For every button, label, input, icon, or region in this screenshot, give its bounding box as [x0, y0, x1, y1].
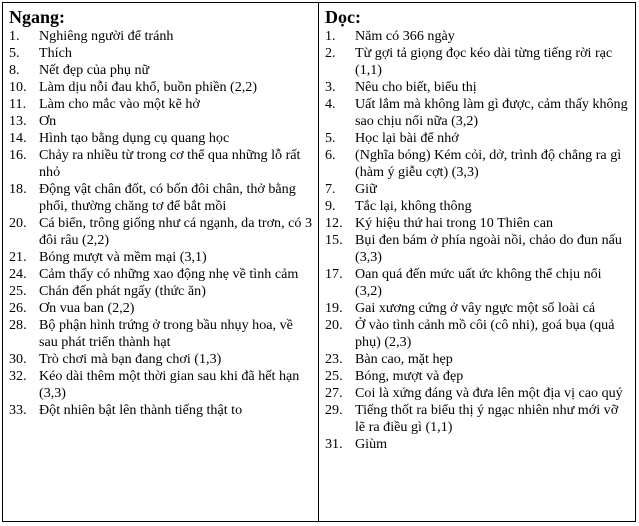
- clue-item: [9, 368, 314, 402]
- clue-text: Giùm: [355, 436, 388, 452]
- clue-text: Bóng mượt và mềm mại (3,1): [39, 249, 207, 265]
- clue-number: 5.: [325, 130, 336, 146]
- clue-item: [9, 181, 314, 215]
- clue-number: 29.: [325, 402, 343, 418]
- clue-item: [9, 28, 314, 45]
- clue-item: [325, 385, 631, 402]
- clue-item: [9, 215, 314, 249]
- clue-number: 19.: [325, 300, 343, 316]
- clue-text: Gai xương cứng ở vây ngực một số loài cá: [355, 300, 596, 316]
- clue-text: Bộ phận hình trứng ở trong bầu nhụy hoa, về sau phát triển thành hạt: [39, 317, 293, 350]
- clue-item: [9, 283, 314, 300]
- clue-item: [9, 79, 314, 96]
- clue-number: 18.: [9, 181, 27, 197]
- clue-item: [325, 351, 631, 368]
- clue-item: [325, 402, 631, 436]
- clue-item: [325, 215, 631, 232]
- clue-item: [325, 147, 631, 181]
- clue-item: [325, 436, 631, 453]
- down-heading: Dọc:: [325, 7, 361, 27]
- clue-number: 25.: [325, 368, 343, 384]
- crossword-clues-table: [2, 2, 636, 522]
- clue-number: 15.: [325, 232, 343, 248]
- clue-number: 23.: [325, 351, 343, 367]
- clue-text: Chảy ra nhiều từ trong cơ thể qua những lỗ rất nhỏ: [39, 147, 301, 180]
- clue-item: [9, 113, 314, 130]
- clue-number: 31.: [325, 436, 343, 452]
- clue-item: [325, 266, 631, 300]
- clue-number: 9.: [325, 198, 336, 214]
- clue-item: [325, 232, 631, 266]
- clue-text: Ở vào tình cảnh mồ côi (cô nhi), goá bụa (quả phụ) (2,3): [355, 317, 615, 350]
- clue-item: [325, 181, 631, 198]
- clue-number: 2.: [325, 45, 336, 61]
- clue-text: Kéo dài thêm một thời gian sau khi đã hết hạn (3,3): [39, 368, 300, 401]
- clue-number: 11.: [9, 96, 27, 112]
- clue-number: 1.: [325, 28, 336, 44]
- clue-text: Cá biển, trông giống như cá ngạnh, da trơn, có 3 đôi râu (2,2): [39, 215, 313, 248]
- clue-number: 5.: [9, 45, 20, 61]
- clue-text: Oan quá đến mức uất ức không thể chịu nổi (3,2): [355, 266, 602, 299]
- clue-number: 3.: [325, 79, 336, 95]
- clue-number: 27.: [325, 385, 343, 401]
- clue-item: [9, 147, 314, 181]
- clue-item: [325, 45, 631, 79]
- clue-text: Đột nhiên bật lên thành tiếng thật to: [39, 402, 243, 418]
- clue-item: [325, 79, 631, 96]
- clue-text: Nêu cho biết, biểu thị: [355, 79, 477, 95]
- clue-item: [9, 266, 314, 283]
- clue-item: [325, 130, 631, 147]
- clue-text: Tiếng thốt ra biểu thị ý ngạc nhiên như mới vỡ lẽ ra điều gì (1,1): [355, 402, 619, 435]
- clue-text: Động vật chân đốt, có bốn đôi chân, thở bằng phổi, thường chăng tơ để bắt mồi: [39, 181, 296, 214]
- clue-text: Nết đẹp của phụ nữ: [39, 62, 150, 78]
- clue-item: [325, 300, 631, 317]
- clue-number: 26.: [9, 300, 27, 316]
- clue-number: 10.: [9, 79, 27, 95]
- clue-item: [9, 300, 314, 317]
- clue-number: 21.: [9, 249, 27, 265]
- clue-number: 14.: [9, 130, 27, 146]
- clue-item: [9, 130, 314, 147]
- clue-item: [9, 317, 314, 351]
- clue-text: Năm có 366 ngày: [355, 28, 455, 44]
- clue-number: 32.: [9, 368, 27, 384]
- clue-item: [9, 96, 314, 113]
- clue-number: 6.: [325, 147, 336, 163]
- clue-number: 4.: [325, 96, 336, 112]
- clue-text: Từ gợi tả giọng đọc kéo dài từng tiếng rời rạc (1,1): [355, 45, 613, 78]
- clue-text: Bụi đen bám ở phía ngoài nồi, chảo do đun nấu (3,3): [355, 232, 622, 265]
- clue-number: 12.: [325, 215, 343, 231]
- clue-number: 8.: [9, 62, 20, 78]
- across-clue-list: [9, 28, 314, 419]
- clue-text: Làm cho mắc vào một kẽ hở: [39, 96, 200, 112]
- clue-text: Chán đến phát ngấy (thức ăn): [39, 283, 206, 299]
- clue-number: 20.: [9, 215, 27, 231]
- clue-item: [9, 351, 314, 368]
- clue-number: 1.: [9, 28, 20, 44]
- clue-text: Nghiêng người để tránh: [39, 28, 174, 44]
- clue-text: Coi là xứng đáng và đưa lên một địa vị cao quý: [355, 385, 623, 401]
- clue-text: (Nghĩa bóng) Kém cỏi, dở, trình độ chẳng ra gì (hàm ý giễu cợt) (3,3): [355, 147, 622, 180]
- clue-text: Bàn cao, mặt hẹp: [355, 351, 453, 367]
- clue-number: 30.: [9, 351, 27, 367]
- clue-item: [9, 249, 314, 266]
- clue-number: 13.: [9, 113, 27, 129]
- clue-item: [9, 62, 314, 79]
- clue-number: 28.: [9, 317, 27, 333]
- clue-text: Học lại bài để nhớ: [355, 130, 459, 146]
- clue-text: Cảm thấy có những xao động nhẹ về tình cảm: [39, 266, 299, 282]
- clue-item: [9, 45, 314, 62]
- clue-text: Trò chơi mà bạn đang chơi (1,3): [39, 351, 222, 367]
- clue-text: Ơn vua ban (2,2): [39, 300, 135, 316]
- clue-number: 33.: [9, 402, 27, 418]
- clue-text: Uất lắm mà không làm gì được, cảm thấy không sao chịu nổi nữa (3,2): [355, 96, 628, 129]
- clue-item: [9, 402, 314, 419]
- clue-number: 20.: [325, 317, 343, 333]
- clue-text: Giữ: [355, 181, 377, 197]
- clue-text: Làm dịu nỗi đau khổ, buồn phiền (2,2): [39, 79, 258, 95]
- across-heading: Ngang:: [9, 7, 66, 27]
- clue-text: Thích: [39, 45, 72, 61]
- down-column: [319, 3, 635, 521]
- clue-item: [325, 198, 631, 215]
- down-clue-list: [325, 28, 631, 453]
- across-column: [3, 3, 319, 521]
- clue-text: Ký hiệu thứ hai trong 10 Thiên can: [355, 215, 553, 231]
- clue-text: Hình tạo bằng dụng cụ quang học: [39, 130, 230, 146]
- clue-number: 25.: [9, 283, 27, 299]
- clue-item: [325, 96, 631, 130]
- clue-text: Bóng, mượt và đẹp: [355, 368, 464, 384]
- clue-number: 17.: [325, 266, 343, 282]
- clue-item: [325, 368, 631, 385]
- clue-number: 7.: [325, 181, 336, 197]
- clue-text: Tắc lại, không thông: [355, 198, 472, 214]
- clue-item: [325, 317, 631, 351]
- clue-number: 24.: [9, 266, 27, 282]
- clue-number: 16.: [9, 147, 27, 163]
- clue-text: Ơn: [39, 113, 57, 129]
- clue-item: [325, 28, 631, 45]
